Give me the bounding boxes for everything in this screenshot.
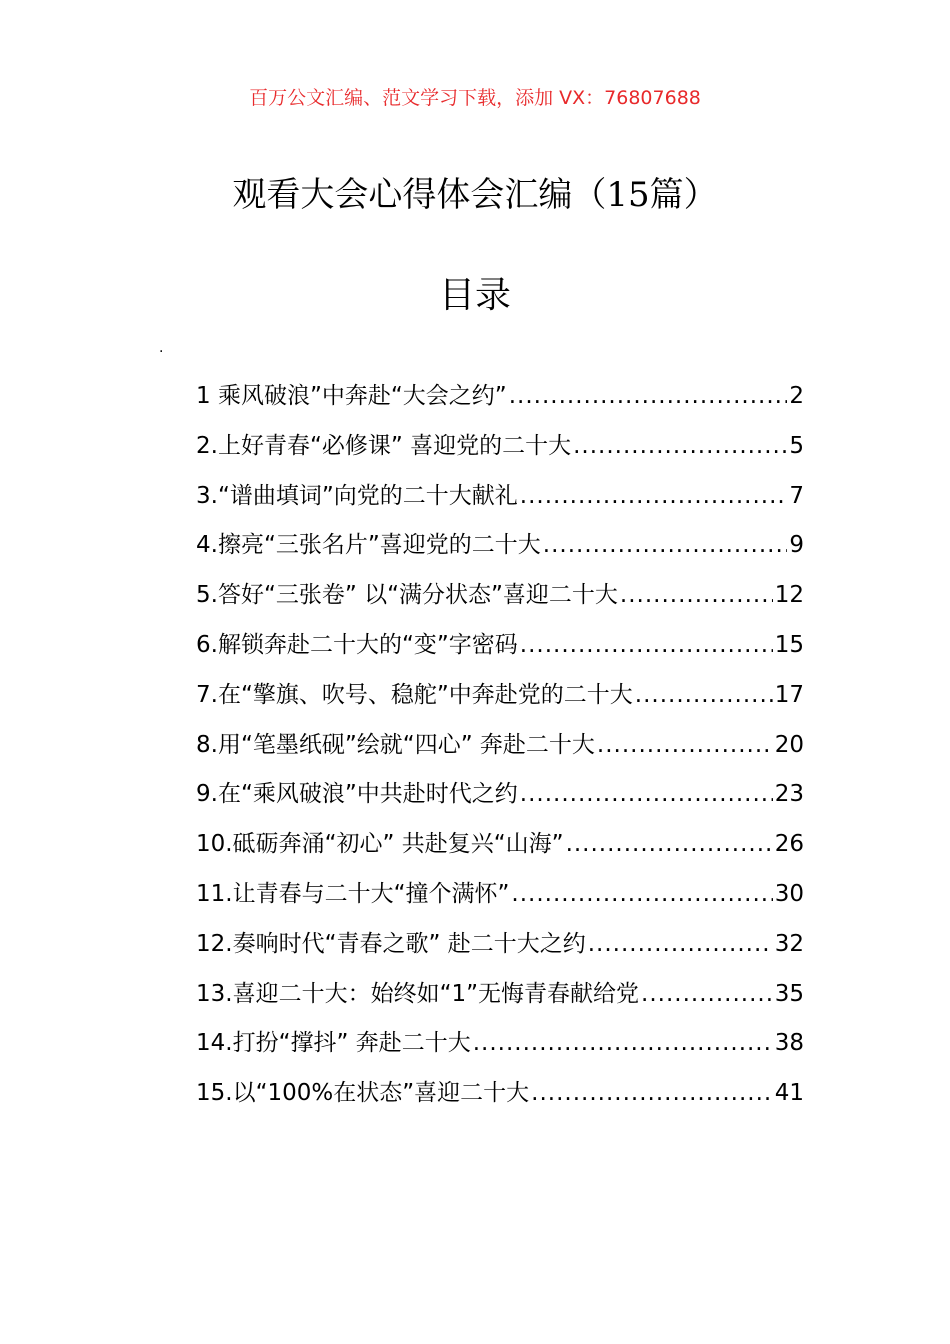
toc-entry-title: 11.让青春与二十大“撞个满怀”	[196, 880, 510, 907]
toc-entry[interactable]	[196, 1075, 804, 1125]
title-text-post: 篇）	[649, 175, 718, 215]
toc-dot-leader	[531, 1075, 773, 1111]
toc-entry-title: 14.打扮“撑抖” 奔赴二十大	[196, 1030, 471, 1057]
toc-dot-leader	[588, 926, 773, 962]
toc-dot-leader	[520, 627, 773, 663]
toc-entry[interactable]	[196, 428, 804, 478]
document-title	[0, 170, 950, 220]
toc-entry-page-number: 20	[774, 731, 804, 758]
title-text-pre: 观看大会心得体会汇编（	[232, 175, 607, 215]
toc-entry[interactable]	[196, 826, 804, 876]
toc-entry[interactable]	[196, 677, 804, 727]
toc-entry[interactable]	[196, 876, 804, 926]
toc-entry[interactable]	[196, 926, 804, 976]
toc-dot-leader	[511, 876, 772, 912]
toc-entry-page-number: 17	[774, 681, 804, 708]
toc-dot-leader	[573, 428, 787, 464]
promo-banner: 百万公文汇编、范文学习下载，添加 VX：76807688	[249, 87, 701, 109]
toc-dot-leader	[509, 378, 788, 414]
toc-dot-leader	[543, 527, 788, 563]
toc-entry-page-number: 32	[774, 930, 804, 957]
toc-entry-title: 9.在“乘风破浪”中共赴时代之约	[196, 781, 518, 808]
toc-entry-title: 15.以“100%在状态”喜迎二十大	[196, 1080, 530, 1107]
toc-entry[interactable]	[196, 627, 804, 677]
toc-dot-leader	[635, 677, 773, 713]
toc-entry[interactable]	[196, 527, 804, 577]
toc-entry-title: 7.在“擎旗、吹号、稳舵”中奔赴党的二十大	[196, 681, 633, 708]
toc-entry-title: 1 乘风破浪”中奔赴“大会之约”	[196, 383, 507, 409]
toc-entry[interactable]	[196, 976, 804, 1026]
toc-dot-leader	[641, 976, 773, 1012]
toc-entry-page-number: 41	[774, 1080, 804, 1107]
toc-entry-title: 3.“谱曲填词”向党的二十大献礼	[196, 482, 518, 509]
toc-entry-page-number: 5	[789, 432, 804, 459]
toc-entry-page-number: 23	[774, 781, 804, 808]
toc-dot-leader	[520, 776, 773, 812]
toc-heading: 目录	[438, 275, 511, 316]
toc-entry-page-number: 26	[774, 831, 804, 858]
toc-entry-page-number: 7	[789, 482, 804, 509]
table-of-contents	[196, 378, 804, 1125]
toc-entry-title: 12.奏响时代“青春之歌” 赴二十大之约	[196, 930, 586, 957]
title-count: 15	[606, 175, 650, 215]
toc-dot-leader	[520, 478, 788, 514]
toc-entry-page-number: 15	[774, 631, 804, 658]
toc-dot-leader	[473, 1025, 773, 1061]
toc-entry-page-number: 12	[774, 582, 804, 609]
toc-entry-page-number: 2	[789, 383, 804, 409]
toc-entry-page-number: 30	[774, 880, 804, 907]
stray-mark: .	[159, 340, 164, 356]
toc-entry-title: 4.擦亮“三张名片”喜迎党的二十大	[196, 532, 541, 559]
toc-dot-leader	[620, 577, 773, 613]
toc-entry-page-number: 35	[774, 980, 804, 1007]
toc-entry[interactable]	[196, 1025, 804, 1075]
toc-entry-title: 2.上好青春“必修课” 喜迎党的二十大	[196, 432, 572, 459]
toc-entry[interactable]	[196, 378, 804, 428]
toc-entry-title: 6.解锁奔赴二十大的“变”字密码	[196, 631, 518, 658]
toc-entry-title: 10.砥砺奔涌“初心” 共赴复兴“山海”	[196, 831, 564, 858]
toc-entry-page-number: 38	[774, 1030, 804, 1057]
toc-entry-title: 13.喜迎二十大：始终如“1”无悔青春献给党	[196, 980, 640, 1007]
toc-dot-leader	[597, 727, 773, 763]
toc-entry[interactable]	[196, 577, 804, 627]
toc-entry[interactable]	[196, 478, 804, 528]
toc-dot-leader	[566, 826, 773, 862]
toc-entry-page-number: 9	[789, 532, 804, 559]
toc-entry-title: 8.用“笔墨纸砚”绘就“四心” 奔赴二十大	[196, 731, 595, 758]
toc-entry[interactable]	[196, 776, 804, 826]
toc-entry[interactable]	[196, 727, 804, 777]
toc-entry-title: 5.答好“三张卷” 以“满分状态”喜迎二十大	[196, 582, 618, 609]
